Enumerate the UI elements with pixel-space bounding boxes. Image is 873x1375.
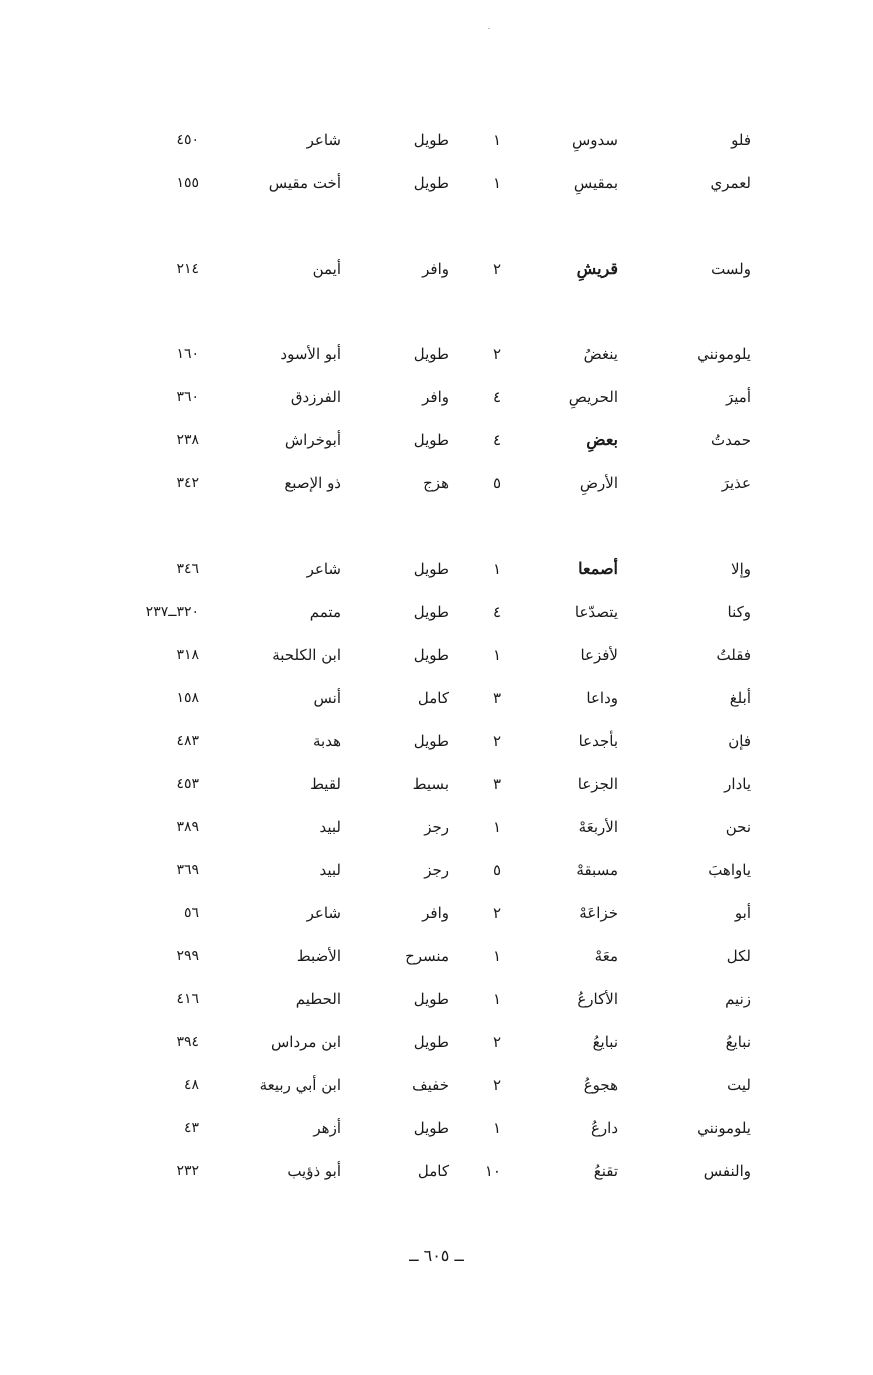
table-row	[0, 467, 873, 499]
rhyme-word: يتصدّعا	[574, 603, 618, 621]
verse-count: ١	[492, 174, 501, 192]
meter: طويل	[413, 345, 449, 363]
meter: طويل	[413, 131, 449, 149]
poet-name: لبيد	[319, 861, 341, 879]
page-reference: ٢١٤	[176, 261, 199, 277]
rhyme-word: نبايعُ	[592, 1033, 618, 1051]
rhyme-word: خزاعَهْ	[579, 904, 618, 922]
verse-first-word: أميرَ	[725, 388, 751, 406]
table-row	[0, 940, 873, 972]
poet-name: ذو الإصبع	[284, 474, 341, 492]
verse-first-word: ولست	[711, 260, 751, 278]
verse-count: ٣	[492, 775, 501, 793]
poet-name: ابن مرداس	[271, 1033, 341, 1051]
verse-first-word: والنفس	[703, 1162, 751, 1180]
table-row	[0, 1112, 873, 1144]
meter: طويل	[413, 1119, 449, 1137]
meter: طويل	[413, 732, 449, 750]
rhyme-word: سدوسِ	[572, 131, 618, 149]
rhyme-word: الأربعَهْ	[578, 818, 618, 836]
rhyme-word: الأكارعُ	[577, 990, 618, 1008]
rhyme-word: الحريصِ	[568, 388, 618, 406]
page-reference: ٤١٦	[176, 991, 199, 1007]
meter: منسرح	[405, 947, 449, 965]
verse-first-word: وإلا	[731, 560, 751, 578]
rhyme-word: بعضِ	[586, 430, 618, 449]
meter: طويل	[413, 431, 449, 449]
poet-name: أبوخراش	[284, 431, 341, 449]
poet-name: ابن أبي ربيعة	[259, 1076, 341, 1094]
verse-first-word: زنيم	[725, 990, 751, 1008]
page-reference: ٤٣	[183, 1120, 199, 1136]
rhyme-word: قريشِ	[576, 259, 618, 278]
meter: طويل	[413, 174, 449, 192]
rhyme-word: الجزعا	[577, 775, 618, 793]
meter: وافر	[422, 260, 449, 278]
table-row	[0, 167, 873, 199]
meter: هزج	[423, 474, 449, 492]
table-row	[0, 596, 873, 628]
poet-name: متمم	[309, 603, 341, 621]
verse-count: ٤	[492, 388, 501, 406]
poet-name: لبيد	[319, 818, 341, 836]
table-row	[0, 1026, 873, 1058]
verse-first-word: فقلتُ	[716, 646, 751, 664]
meter: وافر	[422, 904, 449, 922]
page-reference: ٣٤٢	[176, 475, 199, 491]
verse-first-word: ليت	[727, 1076, 751, 1094]
meter: خفيف	[412, 1076, 449, 1094]
page-reference: ٣٦٠	[176, 389, 199, 405]
poet-name: ابن الكلحبة	[272, 646, 341, 664]
table-row	[0, 983, 873, 1015]
verse-count: ٥	[492, 474, 501, 492]
meter: رجز	[424, 861, 449, 879]
verse-first-word: نبايعُ	[725, 1033, 751, 1051]
page-reference: ٣٩٤	[176, 1034, 199, 1050]
page-reference: ٤٨	[183, 1077, 199, 1093]
rhyme-word: بأجدعا	[578, 732, 618, 750]
poet-name: أيمن	[312, 260, 341, 278]
page-reference: ٤٨٣	[176, 733, 199, 749]
table-row	[0, 424, 873, 456]
meter: طويل	[413, 1033, 449, 1051]
verse-count: ٢	[492, 904, 501, 922]
verse-count: ٢	[492, 732, 501, 750]
meter: كامل	[417, 689, 449, 707]
table-row	[0, 854, 873, 886]
table-row	[0, 1155, 873, 1187]
verse-count: ٢	[492, 345, 501, 363]
table-row	[0, 639, 873, 671]
meter: وافر	[422, 388, 449, 406]
verse-count: ١	[492, 131, 501, 149]
table-row	[0, 897, 873, 929]
table-row	[0, 381, 873, 413]
rhyme-word: وداعا	[586, 689, 618, 707]
rhyme-word: لأفزعا	[580, 646, 618, 664]
rhyme-word: تقنعُ	[593, 1162, 618, 1180]
rhyme-word: هجوعُ	[583, 1076, 618, 1094]
verse-count: ١	[492, 990, 501, 1008]
page-number: ــ ٦٠٥ ــ	[409, 1246, 464, 1265]
verse-first-word: يادار	[724, 775, 751, 793]
table-row	[0, 682, 873, 714]
meter: رجز	[424, 818, 449, 836]
verse-first-word: وكنا	[727, 603, 751, 621]
rhyme-word: الأرضِ	[579, 474, 618, 492]
top-scan-mark	[488, 28, 490, 29]
verse-count: ٥	[492, 861, 501, 879]
rhyme-word: معَهْ	[594, 947, 618, 965]
page-reference: ٢٩٩	[176, 948, 199, 964]
poet-name: شاعر	[306, 560, 341, 578]
verse-count: ٤	[492, 603, 501, 621]
page-reference: ٤٥٣	[176, 776, 199, 792]
table-row	[0, 553, 873, 585]
poet-name: أبو ذؤيب	[287, 1162, 341, 1180]
page-reference: ٤٥٠	[176, 132, 199, 148]
verse-count: ١٠	[484, 1162, 501, 1180]
verse-first-word: ياواهبَ	[708, 861, 751, 879]
page-reference: ٣٤٦	[176, 561, 199, 577]
poet-name: أنس	[313, 689, 341, 707]
meter: طويل	[413, 646, 449, 664]
table-row	[0, 768, 873, 800]
rhyme-word: دارعُ	[590, 1119, 618, 1137]
verse-count: ٤	[492, 431, 501, 449]
verse-count: ٣	[492, 689, 501, 707]
rhyme-word: مسبقهْ	[576, 861, 618, 879]
verse-count: ١	[492, 947, 501, 965]
verse-first-word: لكل	[726, 947, 751, 965]
verse-count: ١	[492, 646, 501, 664]
poet-name: أزهر	[313, 1119, 341, 1137]
page-reference: ٣١٨	[176, 647, 199, 663]
table-row	[0, 253, 873, 285]
page-reference: ٣٨٩	[176, 819, 199, 835]
page-reference: ٣٦٩	[176, 862, 199, 878]
verse-count: ٢	[492, 1076, 501, 1094]
table-row	[0, 124, 873, 156]
meter: طويل	[413, 603, 449, 621]
verse-first-word: نحن	[725, 818, 751, 836]
verse-first-word: حمدتُ	[711, 431, 751, 449]
verse-count: ١	[492, 818, 501, 836]
verse-count: ٢	[492, 260, 501, 278]
page-reference: ٢٣٢	[176, 1163, 199, 1179]
meter: طويل	[413, 990, 449, 1008]
poet-name: لقيط	[310, 775, 341, 793]
poet-name: شاعر	[306, 904, 341, 922]
poet-name: هدبة	[312, 732, 341, 750]
page-reference: ٥٦	[183, 905, 199, 921]
meter: كامل	[417, 1162, 449, 1180]
table-row	[0, 725, 873, 757]
meter: طويل	[413, 560, 449, 578]
page-reference: ١٥٨	[176, 690, 199, 706]
meter: بسيط	[412, 775, 449, 793]
verse-first-word: أبو	[734, 904, 751, 922]
page-reference: ١٥٥	[176, 175, 199, 191]
poet-name: أخت مقيس	[268, 174, 341, 192]
table-row	[0, 1069, 873, 1101]
verse-first-word: فإن	[728, 732, 751, 750]
poet-name: الفرزدق	[290, 388, 341, 406]
verse-first-word: فلو	[731, 131, 751, 149]
verse-count: ١	[492, 560, 501, 578]
rhyme-word: أصمعا	[578, 559, 618, 578]
table-row	[0, 811, 873, 843]
page-reference: ٢٣٨	[176, 432, 199, 448]
poet-name: أبو الأسود	[280, 345, 341, 363]
rhyme-word: ينغضُ	[583, 345, 618, 363]
page-reference: ١٦٠	[176, 346, 199, 362]
rhyme-word: بمقيسِ	[573, 174, 618, 192]
poet-name: الحطيم	[295, 990, 341, 1008]
table-row	[0, 338, 873, 370]
poet-name: الأضبط	[296, 947, 341, 965]
verse-first-word: لعمري	[710, 174, 751, 192]
verse-count: ١	[492, 1119, 501, 1137]
verse-first-word: يلومونني	[697, 345, 751, 363]
verse-first-word: يلومونني	[697, 1119, 751, 1137]
verse-first-word: أبلغ	[729, 689, 751, 707]
poet-name: شاعر	[306, 131, 341, 149]
page-reference: ٣٢٠ــ٢٣٧	[145, 604, 199, 620]
verse-first-word: عذيرَ	[721, 474, 751, 492]
verse-count: ٢	[492, 1033, 501, 1051]
